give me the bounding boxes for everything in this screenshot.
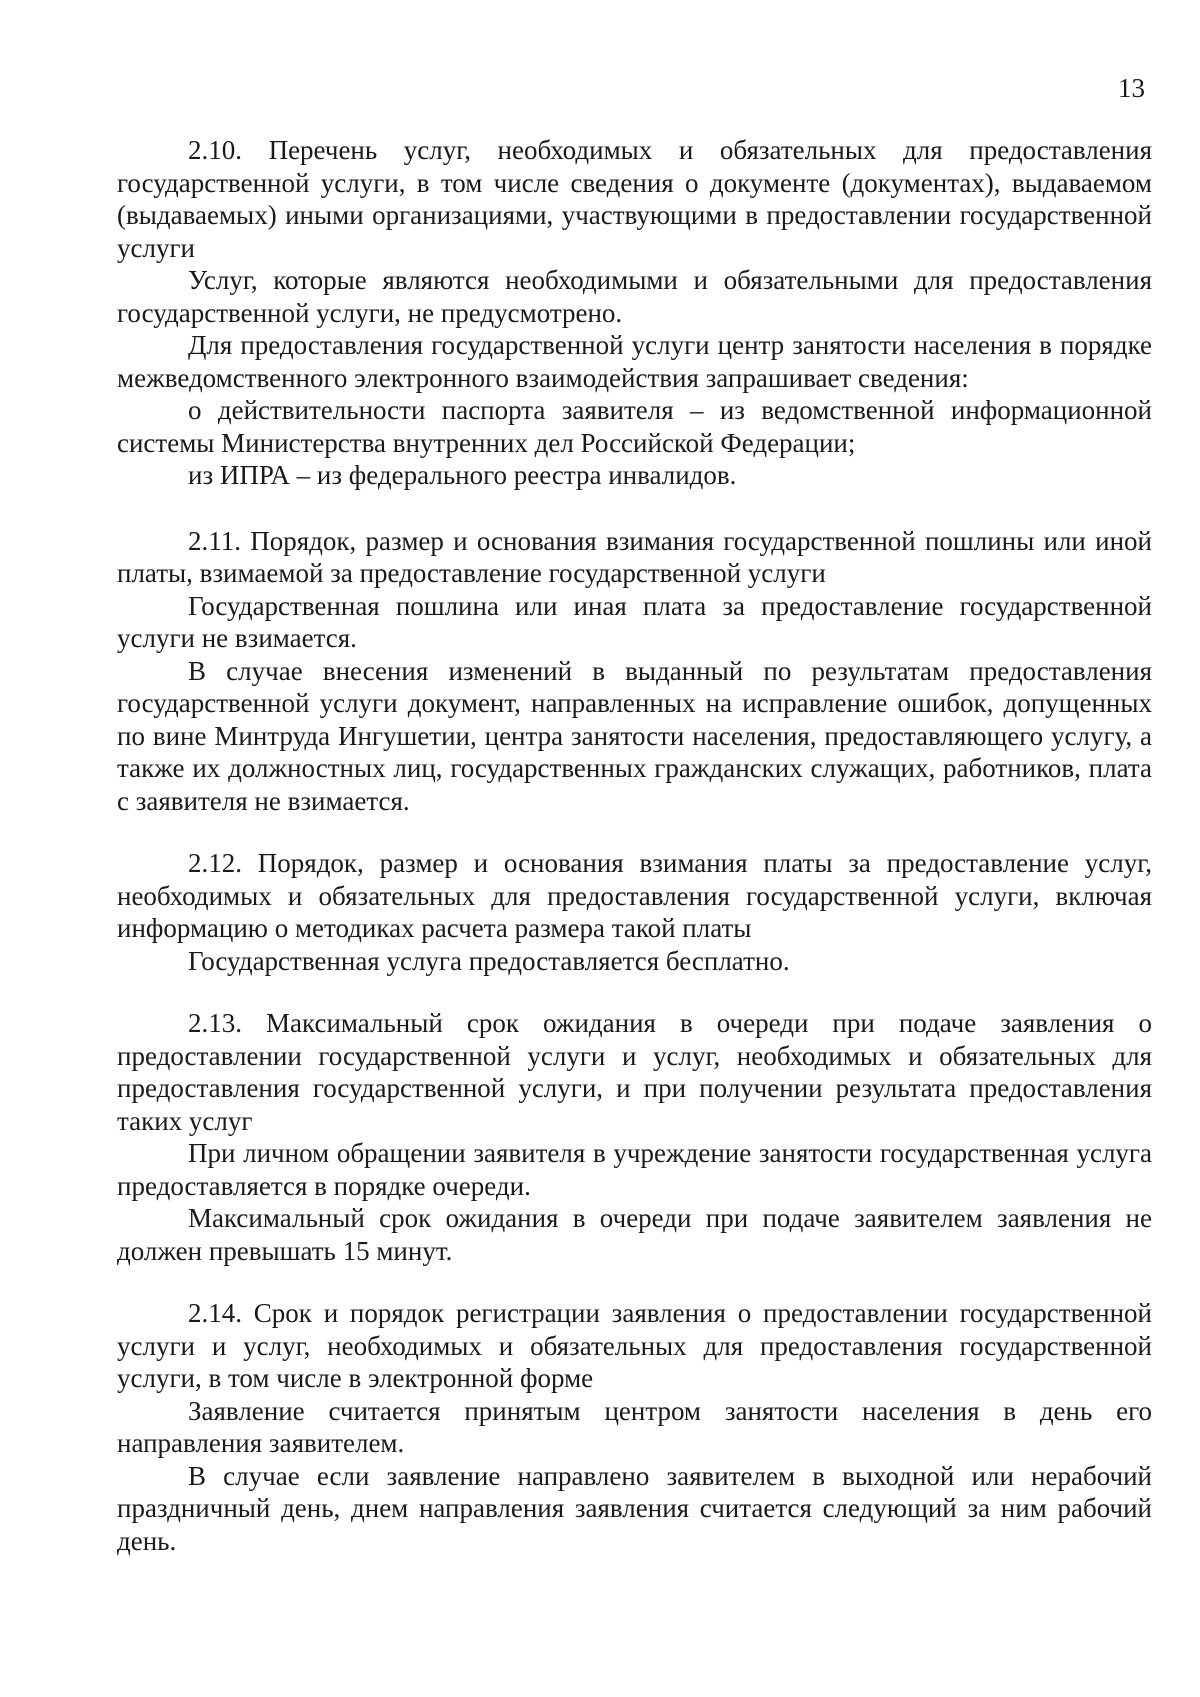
paragraph: Государственная пошлина или иная плата за предоставление государственной услуги не взимается. [117,590,1152,653]
paragraph: Максимальный срок ожидания в очереди при подаче заявителем заявления не должен превышать 15 минут. [117,1203,1152,1266]
section-heading: 2.14. Срок и порядок регистрации заявления о предоставлении государственной услуги и услуг, необходимых и обязательных для предоставления государственной услуги, в том числе в электронной форме [117,1298,1152,1393]
paragraph: о действительности паспорта заявителя – из ведомственной информационной системы Министерства внутренних дел Российской Федерации; [117,395,1152,458]
section-2-13 [117,1007,1152,1267]
section-heading: 2.13. Максимальный срок ожидания в очереди при подаче заявления о предоставлении государственной услуги и услуг, необходимых и обязательных для предоставления государственной услуги, и при получении результата предоставления таких услуг [117,1008,1152,1136]
section-2-14 [117,1297,1152,1557]
section-heading: 2.10. Перечень услуг, необходимых и обязательных для предоставления государственной услуги, в том числе сведения о документе (документах), выдаваемом (выдаваемых) иными организациями, участвующими в предоставлении государственной услуги [117,135,1152,263]
paragraph: Государственная услуга предоставляется бесплатно. [188,945,790,976]
paragraph: Для предоставления государственной услуги центр занятости населения в порядке межведомственного электронного взаимодействия запрашивает сведения: [117,330,1152,393]
paragraph: Заявление считается принятым центром занятости населения в день его направления заявителем. [117,1395,1152,1458]
paragraph: В случае внесения изменений в выданный по результатам предоставления государственной услуги документ, направленных на исправление ошибок, допущенных по вине Минтруда Ингушетии, центра занятости населения, предоставляющего услугу, а также их должностных лиц, государственных гражданских служащих, работников, плата с заявителя не взимается. [117,655,1152,816]
document-body [117,134,1152,1557]
paragraph: В случае если заявление направлено заявителем в выходной или нерабочий праздничный день, днем направления заявления считается следующий за ним рабочий день. [117,1460,1152,1556]
paragraph: Услуг, которые являются необходимыми и обязательными для предоставления государственной услуги, не предусмотрено. [117,265,1152,328]
section-2-10 [117,134,1152,492]
page-number: 13 [1118,73,1145,103]
section-heading: 2.12. Порядок, размер и основания взимания платы за предоставление услуг, необходимых и обязательных для предоставления государственной услуги, включая информацию о методиках расчета размера такой платы [117,848,1152,943]
paragraph: из ИПРА – из федерального реестра инвалидов. [188,460,737,490]
section-2-11 [117,525,1152,818]
section-2-12 [117,847,1152,977]
section-heading: 2.11. Порядок, размер и основания взимания государственной пошлины или иной платы, взимаемой за предоставление государственной услуги [117,525,1152,588]
paragraph: При личном обращении заявителя в учреждение занятости государственная услуга предоставляется в порядке очереди. [117,1138,1152,1201]
